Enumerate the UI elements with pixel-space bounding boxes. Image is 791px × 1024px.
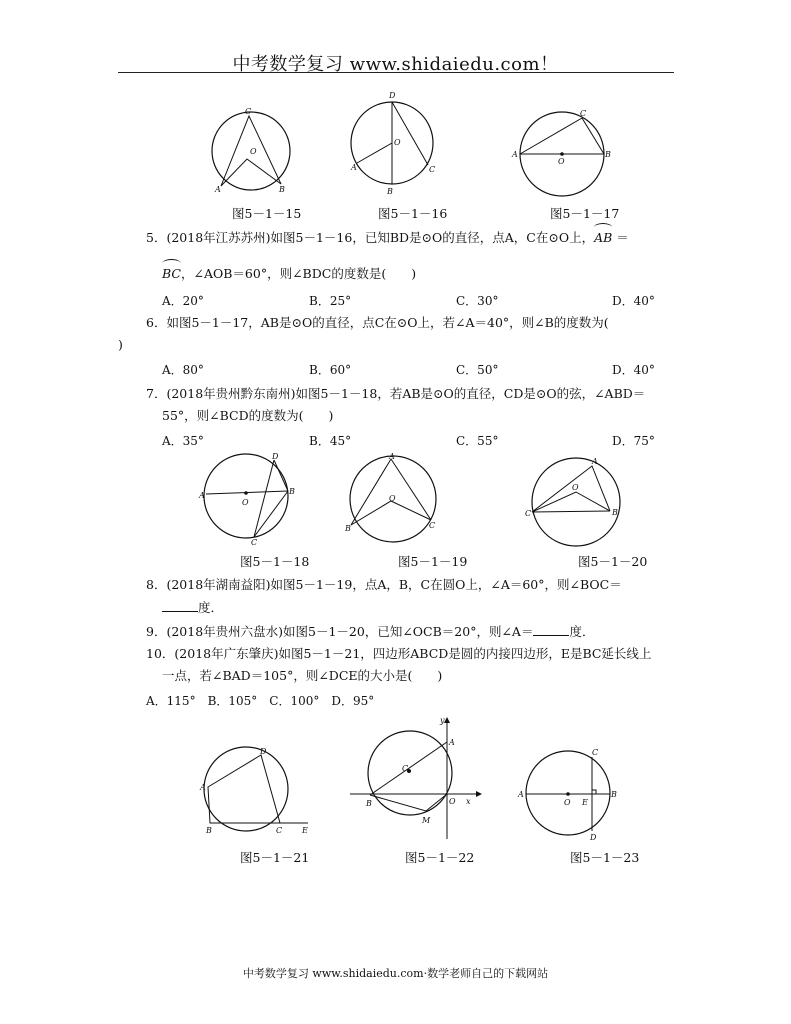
- caption-5-1-23: 图5－1－23: [570, 850, 640, 865]
- arc-ab: AB: [594, 230, 612, 246]
- svg-text:B: B: [345, 524, 351, 533]
- svg-text:O: O: [564, 798, 571, 807]
- question-6-line2: ): [118, 337, 123, 352]
- q6-option-b: B．60°: [309, 363, 352, 377]
- q7-option-b: B．45°: [309, 434, 352, 448]
- caption-5-1-16: 图5－1－16: [378, 206, 448, 221]
- caption-5-1-21: 图5－1－21: [240, 850, 310, 865]
- page-header: 中考数学复习 www.shidaiedu.com！: [232, 54, 559, 75]
- q10-options: A．115° B．105° C．100° D．95°: [146, 694, 375, 708]
- q5-option-c: C．30°: [456, 294, 499, 308]
- svg-text:B: B: [289, 487, 295, 496]
- svg-text:C: C: [592, 748, 599, 757]
- svg-text:C: C: [276, 826, 283, 835]
- svg-text:y: y: [440, 716, 445, 725]
- svg-text:B: B: [612, 508, 618, 517]
- figure-5-1-15: [205, 104, 301, 196]
- svg-text:A: A: [215, 185, 221, 194]
- header-divider: [118, 72, 674, 73]
- svg-text:E: E: [302, 826, 308, 835]
- answer-blank-q8: [162, 599, 198, 612]
- question-6-line1: 6．如图5－1－17，AB是⊙O的直径，点C在⊙O上，若∠A＝40°，则∠B的度数为(: [146, 315, 609, 330]
- svg-text:A: A: [449, 738, 455, 747]
- caption-5-1-19: 图5－1－19: [398, 554, 468, 569]
- svg-text:B: B: [279, 185, 285, 194]
- q7-option-a: A．35°: [162, 434, 204, 448]
- svg-text:D: D: [389, 91, 396, 100]
- figure-5-1-17: [510, 107, 614, 197]
- question-10-line2: 一点，若∠BAD＝105°，则∠DCE的大小是( ): [162, 668, 443, 683]
- svg-text:A: A: [592, 457, 598, 466]
- svg-text:C: C: [580, 109, 587, 118]
- caption-5-1-22: 图5－1－22: [405, 850, 475, 865]
- q5-option-d: D．40°: [612, 294, 655, 308]
- svg-text:C: C: [251, 538, 258, 545]
- figure-5-1-19: [343, 451, 443, 547]
- q6-option-a: A．80°: [162, 363, 204, 377]
- caption-5-1-17: 图5－1－17: [550, 206, 620, 221]
- q5-option-b: B．25°: [309, 294, 352, 308]
- svg-text:B: B: [611, 790, 617, 799]
- figure-5-1-21: [196, 745, 316, 837]
- svg-text:M: M: [422, 816, 431, 825]
- svg-text:O: O: [558, 157, 565, 166]
- figure-5-1-22: [348, 713, 486, 843]
- question-10-line1: 10．(2018年广东肇庆)如图5－1－21，四边形ABCD是圆的内接四边形，E是BC延长线上: [146, 646, 652, 661]
- caption-5-1-18: 图5－1－18: [240, 554, 310, 569]
- svg-text:O: O: [572, 483, 579, 492]
- q6-option-c: C．50°: [456, 363, 499, 377]
- svg-text:O: O: [242, 498, 249, 507]
- question-7-line1: 7．(2018年贵州黔东南州)如图5－1－18，若AB是⊙O的直径，CD是⊙O的弦，∠ABD＝: [146, 386, 646, 401]
- svg-text:x: x: [466, 797, 471, 806]
- caption-5-1-15: 图5－1－15: [232, 206, 302, 221]
- q5-option-a: A．20°: [162, 294, 204, 308]
- svg-text:O: O: [394, 138, 401, 147]
- figure-5-1-20: [524, 454, 628, 548]
- question-9: 9．(2018年贵州六盘水)如图5－1－20，已知∠OCB＝20°，则∠A＝ 度．: [146, 624, 595, 639]
- svg-text:A: A: [200, 783, 206, 792]
- svg-text:B: B: [206, 826, 212, 835]
- svg-text:D: D: [260, 747, 267, 756]
- svg-text:E: E: [582, 798, 588, 807]
- question-7-line2: 55°，则∠BCD的度数为( ): [162, 408, 334, 423]
- arc-bc: BC: [162, 266, 181, 282]
- page-footer: 中考数学复习 www.shidaiedu.com·数学老师自己的下载网站: [242, 967, 549, 980]
- q7-option-c: C．55°: [456, 434, 499, 448]
- figure-5-1-23: [516, 745, 624, 841]
- svg-text:A: A: [199, 491, 205, 500]
- svg-text:A: A: [512, 150, 518, 159]
- svg-text:O: O: [449, 797, 456, 806]
- svg-text:D: D: [590, 833, 597, 841]
- svg-text:B: B: [605, 150, 611, 159]
- svg-text:O: O: [250, 147, 257, 156]
- svg-text:C: C: [245, 107, 252, 116]
- svg-text:C: C: [429, 165, 436, 174]
- svg-text:B: B: [366, 799, 372, 808]
- svg-text:C: C: [429, 521, 436, 530]
- question-8-line2: 度．: [162, 599, 223, 616]
- svg-text:A: A: [518, 790, 524, 799]
- svg-text:A: A: [389, 452, 395, 461]
- svg-text:B: B: [387, 187, 393, 196]
- question-5-line2: BC，∠AOB＝60°，则∠BDC的度数是( ): [162, 266, 416, 282]
- svg-text:C: C: [402, 764, 409, 773]
- figure-5-1-18: [198, 449, 298, 545]
- question-5-line1: 5．(2018年江苏苏州)如图5－1－16，已知BD是⊙O的直径，点A，C在⊙O上， AB ＝: [146, 230, 629, 246]
- q7-option-d: D．75°: [612, 434, 655, 448]
- figure-5-1-16: [345, 90, 441, 196]
- svg-text:C: C: [525, 509, 532, 518]
- svg-text:A: A: [351, 163, 357, 172]
- answer-blank-q9: [533, 623, 569, 636]
- q6-option-d: D．40°: [612, 363, 655, 377]
- svg-text:O: O: [389, 494, 396, 503]
- caption-5-1-20: 图5－1－20: [578, 554, 648, 569]
- question-8-line1: 8．(2018年湖南益阳)如图5－1－19，点A，B，C在圆O上，∠A＝60°，则∠BOC＝: [146, 577, 622, 592]
- svg-text:D: D: [272, 452, 279, 461]
